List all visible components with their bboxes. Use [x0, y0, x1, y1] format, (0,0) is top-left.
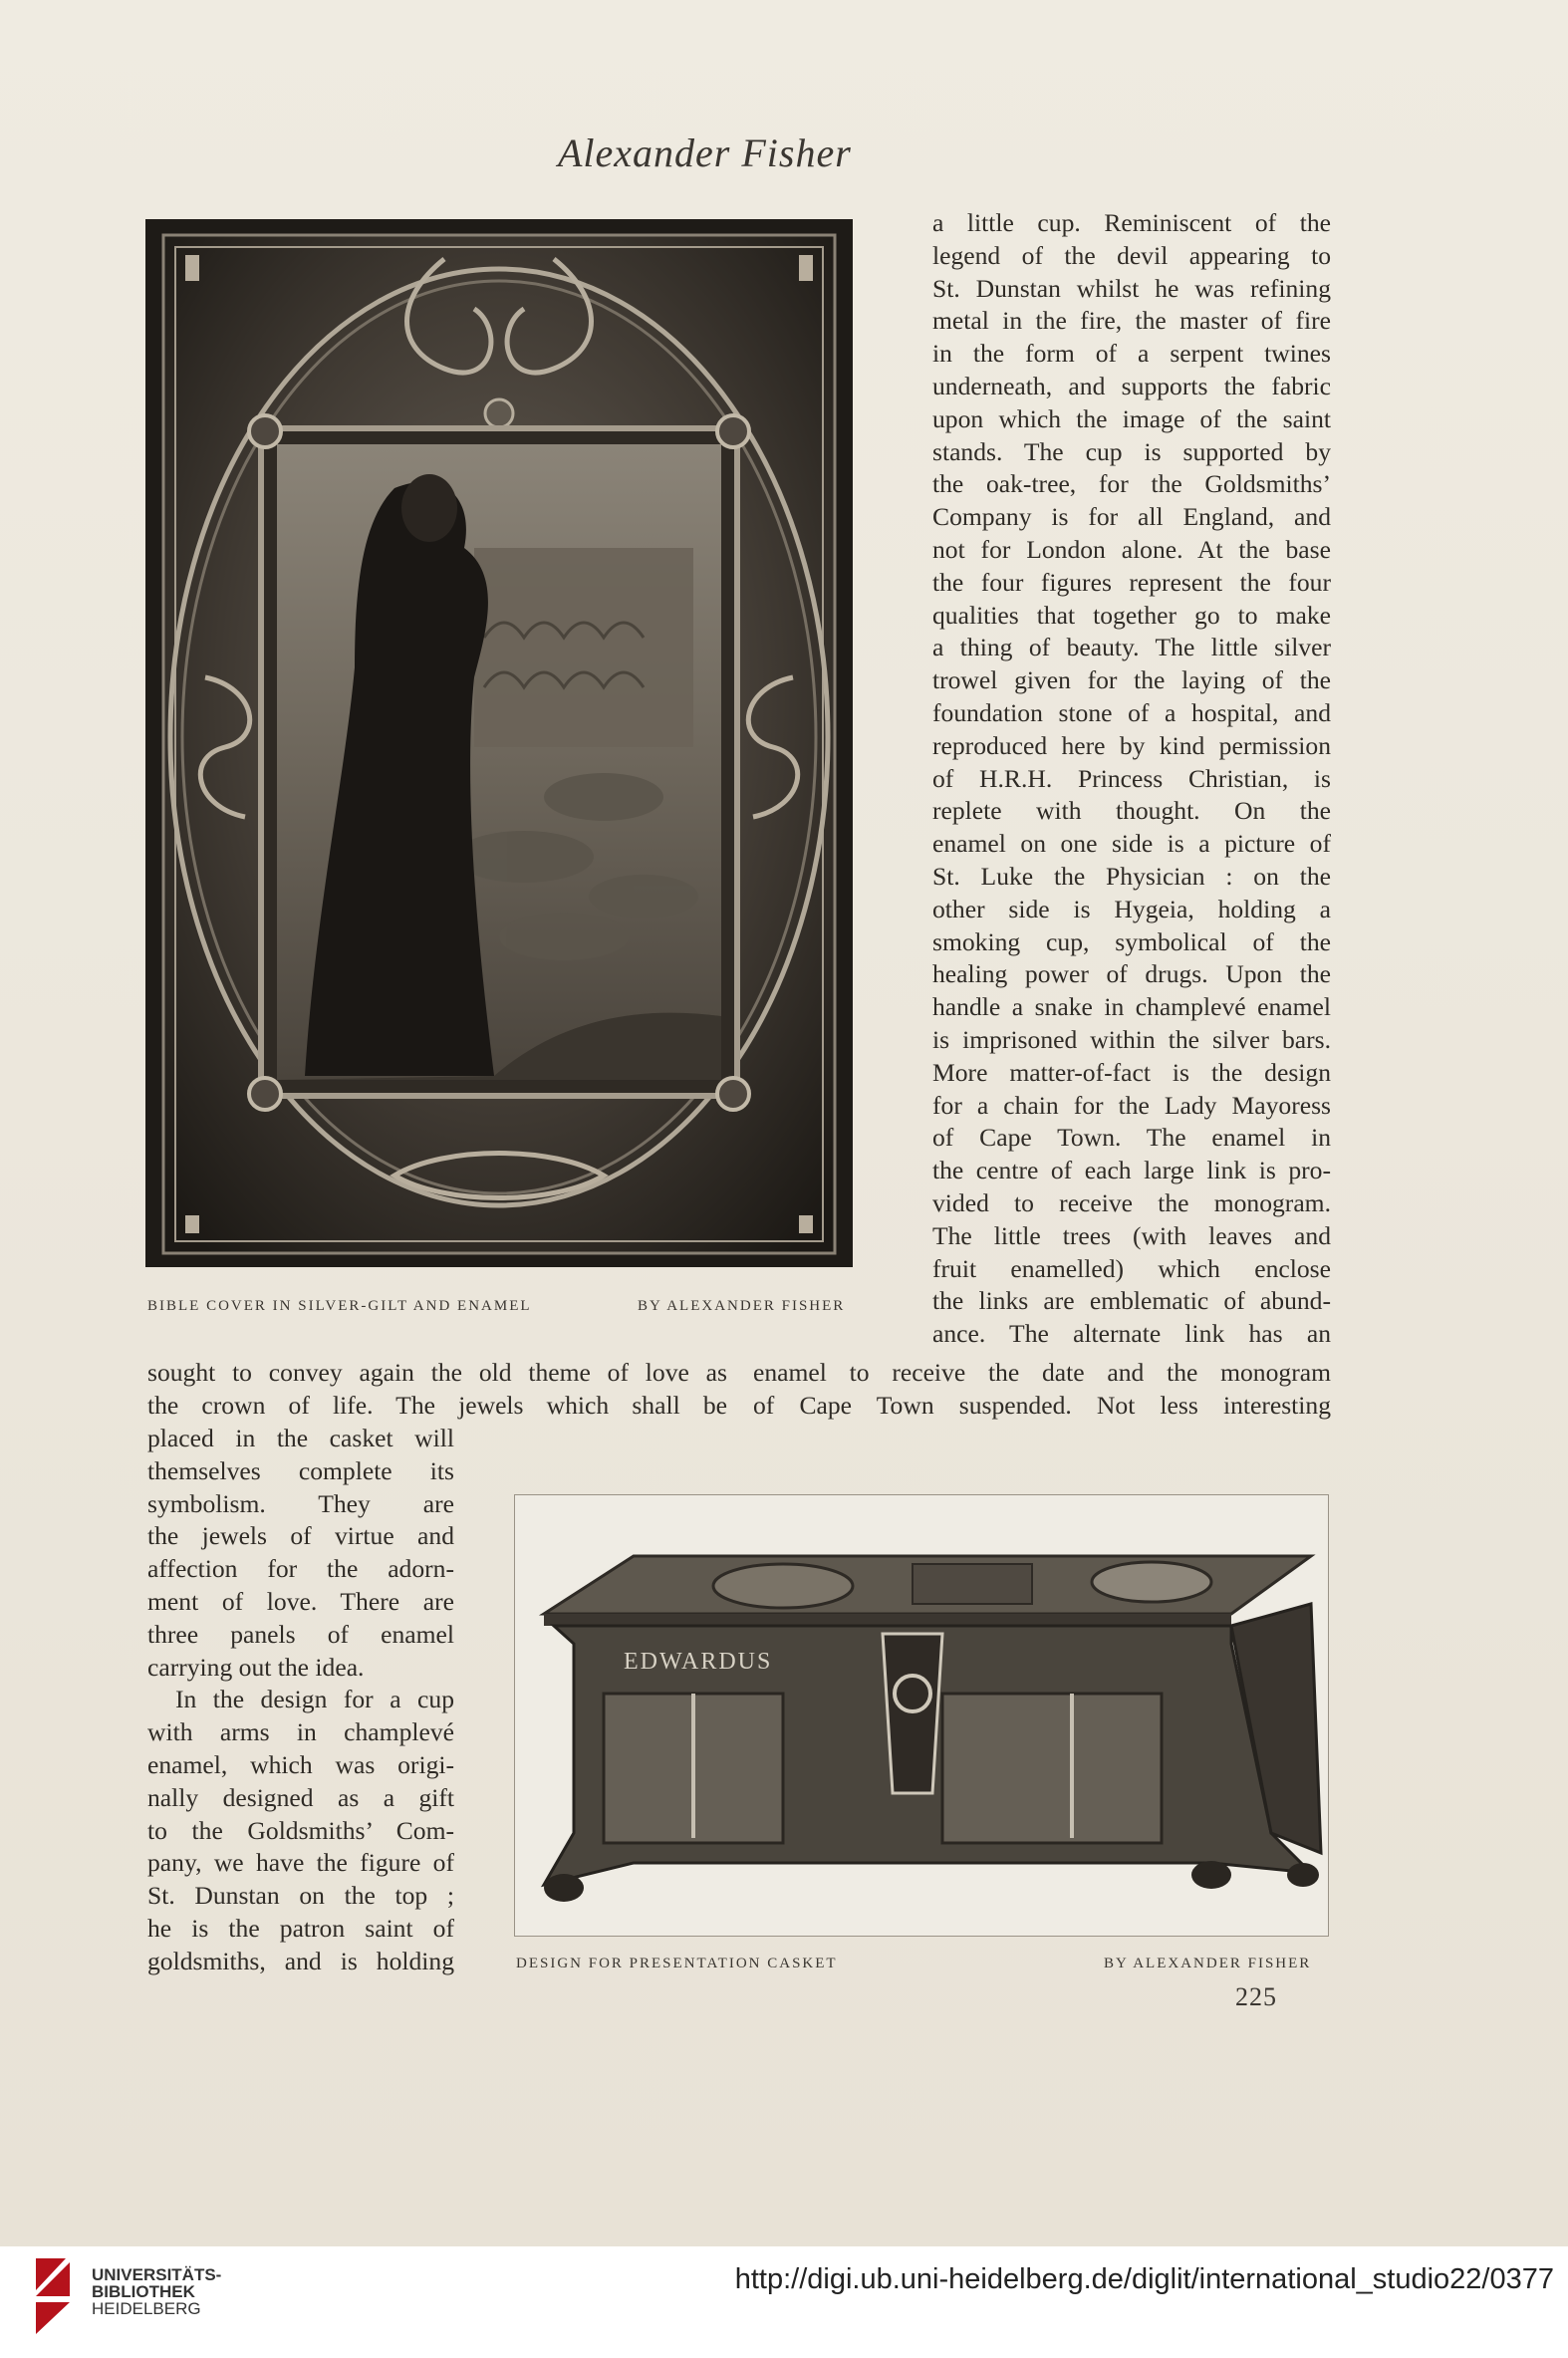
text-line: a little cup. Reminiscent of the	[932, 208, 1331, 237]
text-line: not for London alone. At the base	[932, 534, 1331, 564]
library-name-line3: HEIDELBERG	[92, 2299, 201, 2318]
text-line: healing power of drugs. Upon the	[932, 959, 1331, 989]
text-line: ment of love. There are	[147, 1586, 454, 1616]
text-line: More matter-of-fact is the design	[932, 1057, 1331, 1087]
text-line: reproduced here by kind permission	[932, 730, 1331, 760]
text-line: the oak-tree, for the Goldsmiths’	[932, 469, 1331, 499]
text-line: legend of the devil appearing to	[932, 240, 1331, 270]
text-line: the jewels of virtue and	[147, 1521, 454, 1551]
text-line: the four figures represent the four	[932, 567, 1331, 597]
text-line: enamel to receive the date and the monogram	[753, 1358, 1331, 1387]
text-line: other side is Hygeia, holding a	[932, 894, 1331, 923]
right-column-text	[932, 207, 1331, 1351]
text-line: nally designed as a gift	[147, 1782, 454, 1812]
text-line: the centre of each large link is pro-	[932, 1156, 1331, 1185]
text-line: themselves complete its	[147, 1455, 454, 1485]
bible-cover-caption-right: BY ALEXANDER FISHER	[638, 1298, 846, 1314]
text-line: of H.R.H. Princess Christian, is	[932, 763, 1331, 793]
text-line: three panels of enamel	[147, 1619, 454, 1649]
source-url-link[interactable]: http://digi.ub.uni-heidelberg.de/diglit/international_studio22/0377	[734, 2263, 1554, 2295]
text-line: The little trees (with leaves and	[932, 1220, 1331, 1250]
running-head: Alexander Fisher	[558, 131, 852, 175]
text-line: placed in the casket will	[147, 1424, 454, 1452]
text-line: upon which the image of the saint	[932, 403, 1331, 433]
text-line: pany, we have the figure of	[147, 1848, 454, 1878]
casket-illustration	[514, 1494, 1329, 1937]
text-line: trowel given for the laying of the	[932, 665, 1331, 695]
text-line: in the form of a serpent twines	[932, 339, 1331, 369]
text-line: stands. The cup is supported by	[932, 436, 1331, 466]
text-line: St. Dunstan whilst he was refining	[932, 273, 1331, 303]
text-line: vided to receive the monogram.	[932, 1187, 1331, 1217]
text-line: goldsmiths, and is holding	[147, 1946, 454, 1975]
text-line: the crown of life. The jewels which shall be	[147, 1390, 727, 1420]
casket-plate	[514, 1494, 1329, 1937]
library-logo-icon	[30, 2256, 90, 2336]
text-line: the links are emblematic of abund-	[932, 1286, 1331, 1316]
text-line: enamel, which was origi-	[147, 1749, 454, 1779]
library-name-line2: BIBLIOTHEK	[92, 2282, 195, 2301]
bible-cover-plate	[145, 219, 853, 1267]
text-line: enamel on one side is a picture of	[932, 829, 1331, 859]
text-line: metal in the fire, the master of fire	[932, 306, 1331, 336]
page-number: 225	[1235, 1982, 1277, 2011]
left-column-text	[147, 1423, 454, 1978]
text-line: of Cape Town suspended. Not less interesting	[753, 1390, 1331, 1420]
text-line: qualities that together go to make	[932, 600, 1331, 630]
text-line: a thing of beauty. The little silver	[932, 633, 1331, 662]
text-line: underneath, and supports the fabric	[932, 371, 1331, 400]
bible-cover-illustration	[145, 219, 853, 1267]
text-line: he is the patron saint of	[147, 1913, 454, 1943]
text-line: St. Dunstan on the top ;	[147, 1881, 454, 1911]
casket-caption-left: DESIGN FOR PRESENTATION CASKET	[516, 1956, 838, 1971]
text-line: fruit enamelled) which enclose	[932, 1253, 1331, 1283]
text-line: to the Goldsmiths’ Com-	[147, 1815, 454, 1845]
text-line: foundation stone of a hospital, and	[932, 697, 1331, 727]
text-line: is imprisoned within the silver bars.	[932, 1024, 1331, 1054]
casket-caption-right: BY ALEXANDER FISHER	[1104, 1956, 1312, 1971]
text-line: carrying out the idea.	[147, 1652, 365, 1682]
text-line: affection for the adorn-	[147, 1554, 454, 1584]
bible-cover-caption-left: BIBLE COVER IN SILVER-GILT AND ENAMEL	[147, 1298, 532, 1314]
text-line: handle a snake in champlevé enamel	[932, 992, 1331, 1022]
text-line: smoking cup, symbolical of the	[932, 926, 1331, 956]
text-line: Company is for all England, and	[932, 502, 1331, 532]
text-line: St. Luke the Physician : on the	[932, 861, 1331, 891]
text-line: replete with thought. On the	[932, 796, 1331, 826]
library-name	[92, 2266, 221, 2317]
text-line: with arms in champlevé	[147, 1717, 454, 1747]
text-line: of Cape Town. The enamel in	[932, 1123, 1331, 1153]
text-line: sought to convey again the old theme of love as	[147, 1358, 727, 1387]
full-width-right-text	[753, 1357, 1331, 1423]
full-width-left-text	[147, 1357, 727, 1423]
text-line: ance. The alternate link has an	[932, 1319, 1331, 1349]
text-line: In the design for a cup	[175, 1685, 454, 1714]
text-line: symbolism. They are	[147, 1488, 454, 1518]
text-line: for a chain for the Lady Mayoress	[932, 1090, 1331, 1120]
library-name-line1: UNIVERSITÄTS-	[92, 2265, 222, 2284]
casket-inscription: EDWARDUS	[624, 1649, 773, 1675]
